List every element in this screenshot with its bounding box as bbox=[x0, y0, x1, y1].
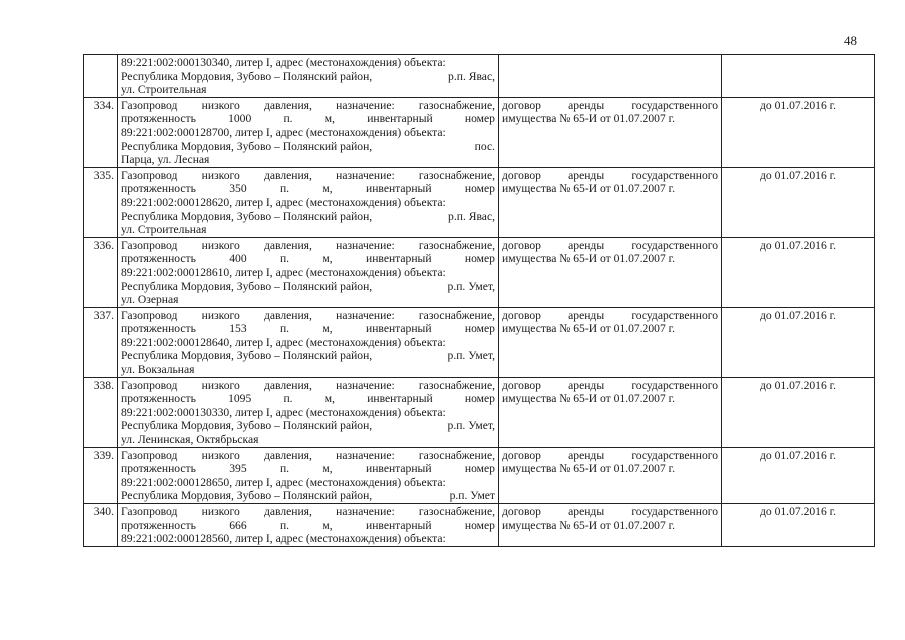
description-word: р.п. Умет, bbox=[447, 419, 495, 433]
description-word: давления, bbox=[263, 98, 312, 112]
basis-line: имущества № 65-И от 01.07.2007 г. bbox=[502, 252, 675, 266]
description-word: 666 bbox=[229, 518, 247, 532]
row-number: 334. bbox=[84, 97, 118, 167]
basis-word: аренды bbox=[568, 448, 605, 462]
description-word: р.п. Явас, bbox=[448, 209, 495, 223]
description-word: Газопровод bbox=[121, 98, 178, 112]
basis-word: аренды bbox=[568, 168, 605, 182]
basis-line bbox=[502, 449, 718, 463]
description-line: ул. Вокзальная bbox=[121, 363, 195, 377]
description-line bbox=[121, 505, 495, 519]
description-word: номер bbox=[464, 322, 495, 336]
basis-line: имущества № 65-И от 01.07.2007 г. bbox=[502, 322, 675, 336]
object-description bbox=[118, 447, 499, 503]
description-word: инвентарный bbox=[366, 462, 432, 476]
description-line: ул. Строительная bbox=[121, 223, 207, 237]
description-word: инвентарный bbox=[366, 252, 432, 266]
description-word: газоснабжение, bbox=[418, 378, 495, 392]
description-word: 153 bbox=[229, 322, 247, 336]
description-word: п. bbox=[279, 252, 290, 266]
description-word: назначение: bbox=[336, 238, 395, 252]
description-line bbox=[121, 392, 495, 406]
description-word: низкого bbox=[201, 98, 240, 112]
description-word: п. bbox=[279, 462, 290, 476]
description-word: низкого bbox=[201, 168, 240, 182]
basis-line: имущества № 65-И от 01.07.2007 г. bbox=[502, 392, 675, 406]
description-word: м, bbox=[322, 252, 333, 266]
description-word: р.п. Умет bbox=[449, 489, 495, 503]
description-word: п. bbox=[283, 112, 293, 126]
description-word: р.п. Явас, bbox=[448, 69, 495, 83]
description-word: инвентарный bbox=[367, 112, 433, 126]
description-word: номер bbox=[464, 182, 495, 196]
description-word: протяженность bbox=[121, 182, 196, 196]
description-word: м, bbox=[322, 462, 333, 476]
description-word: низкого bbox=[201, 238, 240, 252]
description-word: назначение: bbox=[336, 168, 395, 182]
row-number: 336. bbox=[84, 237, 118, 307]
legal-basis bbox=[499, 447, 722, 503]
description-word: газоснабжение, bbox=[418, 505, 495, 518]
description-word: Республика Мордовия, Зубово – Полянский район, bbox=[121, 69, 373, 83]
description-word: Республика Мордовия, Зубово – Полянский район, bbox=[121, 419, 373, 433]
description-line bbox=[121, 210, 495, 224]
description-word: р.п. Умет, bbox=[447, 349, 495, 363]
basis-word: договор bbox=[502, 98, 541, 112]
term: до 01.07.2016 г. bbox=[722, 167, 875, 237]
term bbox=[722, 55, 875, 98]
description-line: ул. Строительная bbox=[121, 83, 207, 97]
description-word: давления, bbox=[263, 238, 312, 252]
description-line bbox=[121, 99, 495, 113]
description-line: 89:221:002:000128560, литер I, адрес (местонахождения) объекта: bbox=[121, 532, 446, 546]
description-word: 395 bbox=[229, 462, 247, 476]
description-word: инвентарный bbox=[367, 392, 433, 406]
description-word: назначение: bbox=[336, 308, 395, 322]
object-description bbox=[118, 504, 499, 547]
table-row bbox=[84, 167, 875, 237]
description-word: назначение: bbox=[336, 448, 395, 462]
description-line: 89:221:002:000128640, литер I, адрес (местонахождения) объекта: bbox=[121, 335, 446, 349]
description-word: м, bbox=[324, 392, 335, 406]
basis-word: аренды bbox=[568, 238, 605, 252]
table-row bbox=[84, 97, 875, 167]
description-word: инвентарный bbox=[366, 322, 432, 336]
description-line bbox=[121, 419, 495, 433]
description-line bbox=[121, 489, 495, 503]
row-number: 338. bbox=[84, 377, 118, 447]
table-row bbox=[84, 55, 875, 98]
basis-line bbox=[502, 505, 718, 519]
legal-basis bbox=[499, 307, 722, 377]
row-number: 335. bbox=[84, 167, 118, 237]
description-word: протяженность bbox=[121, 252, 196, 266]
description-word: Газопровод bbox=[121, 505, 178, 518]
basis-word: государственного bbox=[631, 505, 718, 518]
description-word: Газопровод bbox=[121, 238, 178, 252]
description-word: низкого bbox=[201, 378, 240, 392]
description-word: давления, bbox=[263, 448, 312, 462]
description-word: номер bbox=[464, 252, 495, 266]
description-word: п. bbox=[279, 518, 290, 532]
basis-word: государственного bbox=[631, 238, 718, 252]
description-word: м, bbox=[322, 518, 333, 532]
basis-word: государственного bbox=[631, 98, 718, 112]
row-number: 339. bbox=[84, 447, 118, 503]
description-line bbox=[121, 462, 495, 476]
description-word: Газопровод bbox=[121, 168, 178, 182]
table-row bbox=[84, 237, 875, 307]
description-word: 1095 bbox=[228, 392, 252, 406]
basis-word: государственного bbox=[631, 448, 718, 462]
basis-word: договор bbox=[502, 238, 541, 252]
object-description bbox=[118, 55, 499, 98]
table-row bbox=[84, 377, 875, 447]
legal-basis bbox=[499, 167, 722, 237]
description-line: 89:221:002:000130330, литер I, адрес (местонахождения) объекта: bbox=[121, 405, 446, 419]
basis-word: договор bbox=[502, 505, 541, 518]
description-line: 89:221:002:000128650, литер I, адрес (местонахождения) объекта: bbox=[121, 475, 446, 489]
description-line bbox=[121, 309, 495, 323]
description-line: Парца, ул. Лесная bbox=[121, 153, 210, 167]
table-row bbox=[84, 447, 875, 503]
term: до 01.07.2016 г. bbox=[722, 447, 875, 503]
description-line: 89:221:002:000128700, литер I, адрес (местонахождения) объекта: bbox=[121, 125, 446, 139]
description-line: ул. Озерная bbox=[121, 293, 179, 307]
table-row bbox=[84, 504, 875, 547]
term: до 01.07.2016 г. bbox=[722, 504, 875, 547]
legal-basis bbox=[499, 55, 722, 98]
description-word: Республика Мордовия, Зубово – Полянский район, bbox=[121, 139, 373, 153]
description-word: Газопровод bbox=[121, 308, 178, 322]
basis-line bbox=[502, 309, 718, 323]
description-line bbox=[121, 112, 495, 126]
description-word: 400 bbox=[229, 252, 247, 266]
basis-line bbox=[502, 99, 718, 113]
description-word: давления, bbox=[263, 505, 312, 518]
term: до 01.07.2016 г. bbox=[722, 237, 875, 307]
description-line bbox=[121, 239, 495, 253]
object-description bbox=[118, 377, 499, 447]
description-line: 89:221:002:000130340, литер I, адрес (местонахождения) объекта: bbox=[121, 56, 446, 69]
description-line: 89:221:002:000128620, литер I, адрес (местонахождения) объекта: bbox=[121, 195, 446, 209]
description-word: протяженность bbox=[121, 518, 196, 532]
description-word: давления, bbox=[263, 168, 312, 182]
description-word: газоснабжение, bbox=[418, 448, 495, 462]
description-line bbox=[121, 70, 495, 84]
basis-word: аренды bbox=[568, 98, 605, 112]
description-word: давления, bbox=[263, 378, 312, 392]
description-word: 1000 bbox=[228, 112, 252, 126]
description-word: газоснабжение, bbox=[418, 98, 495, 112]
row-number: 340. bbox=[84, 504, 118, 547]
description-word: назначение: bbox=[336, 505, 395, 518]
basis-line bbox=[502, 169, 718, 183]
description-line bbox=[121, 519, 495, 533]
legal-basis bbox=[499, 504, 722, 547]
row-number: 337. bbox=[84, 307, 118, 377]
basis-word: договор bbox=[502, 378, 541, 392]
description-line bbox=[121, 379, 495, 393]
term: до 01.07.2016 г. bbox=[722, 97, 875, 167]
legal-basis bbox=[499, 97, 722, 167]
basis-line: имущества № 65-И от 01.07.2007 г. bbox=[502, 518, 675, 532]
table-body bbox=[84, 55, 875, 547]
basis-word: аренды bbox=[568, 505, 605, 518]
description-word: газоснабжение, bbox=[418, 168, 495, 182]
legal-basis bbox=[499, 237, 722, 307]
basis-word: аренды bbox=[568, 378, 605, 392]
basis-line: имущества № 65-И от 01.07.2007 г. bbox=[502, 462, 675, 476]
description-word: Газопровод bbox=[121, 448, 178, 462]
description-line bbox=[121, 449, 495, 463]
table-row bbox=[84, 307, 875, 377]
object-description bbox=[118, 97, 499, 167]
basis-line bbox=[502, 379, 718, 393]
basis-line bbox=[502, 239, 718, 253]
basis-word: аренды bbox=[568, 308, 605, 322]
description-word: низкого bbox=[201, 448, 240, 462]
description-word: Республика Мордовия, Зубово – Полянский район, bbox=[121, 209, 373, 223]
description-word: м, bbox=[322, 322, 333, 336]
description-word: п. bbox=[283, 392, 293, 406]
basis-word: договор bbox=[502, 308, 541, 322]
page-number: 48 bbox=[844, 33, 857, 48]
description-line bbox=[121, 182, 495, 196]
description-line bbox=[121, 140, 495, 154]
description-word: Республика Мордовия, Зубово – Полянский район, bbox=[121, 489, 373, 503]
description-word: номер bbox=[464, 392, 495, 406]
description-word: протяженность bbox=[121, 112, 196, 126]
description-word: номер bbox=[464, 462, 495, 476]
description-word: м, bbox=[324, 112, 335, 126]
description-word: низкого bbox=[201, 505, 240, 518]
description-word: пос. bbox=[474, 139, 495, 153]
description-line bbox=[121, 252, 495, 266]
basis-line: имущества № 65-И от 01.07.2007 г. bbox=[502, 112, 675, 126]
description-word: протяженность bbox=[121, 322, 196, 336]
description-word: п. bbox=[279, 322, 290, 336]
legal-basis bbox=[499, 377, 722, 447]
object-description bbox=[118, 307, 499, 377]
description-line bbox=[121, 169, 495, 183]
basis-word: государственного bbox=[631, 308, 718, 322]
basis-word: государственного bbox=[631, 168, 718, 182]
term: до 01.07.2016 г. bbox=[722, 307, 875, 377]
description-word: р.п. Умет, bbox=[447, 279, 495, 293]
description-word: 350 bbox=[229, 182, 247, 196]
description-word: низкого bbox=[201, 308, 240, 322]
description-word: номер bbox=[464, 518, 495, 532]
description-line: 89:221:002:000128610, литер I, адрес (местонахождения) объекта: bbox=[121, 265, 446, 279]
description-word: протяженность bbox=[121, 462, 196, 476]
description-word: газоснабжение, bbox=[418, 308, 495, 322]
description-word: газоснабжение, bbox=[418, 238, 495, 252]
description-word: Республика Мордовия, Зубово – Полянский район, bbox=[121, 279, 373, 293]
object-description bbox=[118, 167, 499, 237]
description-line bbox=[121, 322, 495, 336]
object-description bbox=[118, 237, 499, 307]
description-word: п. bbox=[279, 182, 290, 196]
property-table bbox=[83, 54, 875, 547]
term: до 01.07.2016 г. bbox=[722, 377, 875, 447]
description-line bbox=[121, 280, 495, 294]
description-word: номер bbox=[464, 112, 495, 126]
basis-line: имущества № 65-И от 01.07.2007 г. bbox=[502, 182, 675, 196]
description-word: протяженность bbox=[121, 392, 196, 406]
description-word: Республика Мордовия, Зубово – Полянский район, bbox=[121, 349, 373, 363]
row-number bbox=[84, 55, 118, 98]
basis-word: государственного bbox=[631, 378, 718, 392]
basis-word: договор bbox=[502, 448, 541, 462]
description-word: м, bbox=[322, 182, 333, 196]
description-word: назначение: bbox=[336, 98, 395, 112]
description-word: давления, bbox=[263, 308, 312, 322]
description-word: инвентарный bbox=[366, 518, 432, 532]
description-line: ул. Ленинская, Октябрьская bbox=[121, 433, 259, 447]
description-word: назначение: bbox=[336, 378, 395, 392]
description-word: инвентарный bbox=[366, 182, 432, 196]
basis-word: договор bbox=[502, 168, 541, 182]
description-line bbox=[121, 349, 495, 363]
description-word: Газопровод bbox=[121, 378, 178, 392]
